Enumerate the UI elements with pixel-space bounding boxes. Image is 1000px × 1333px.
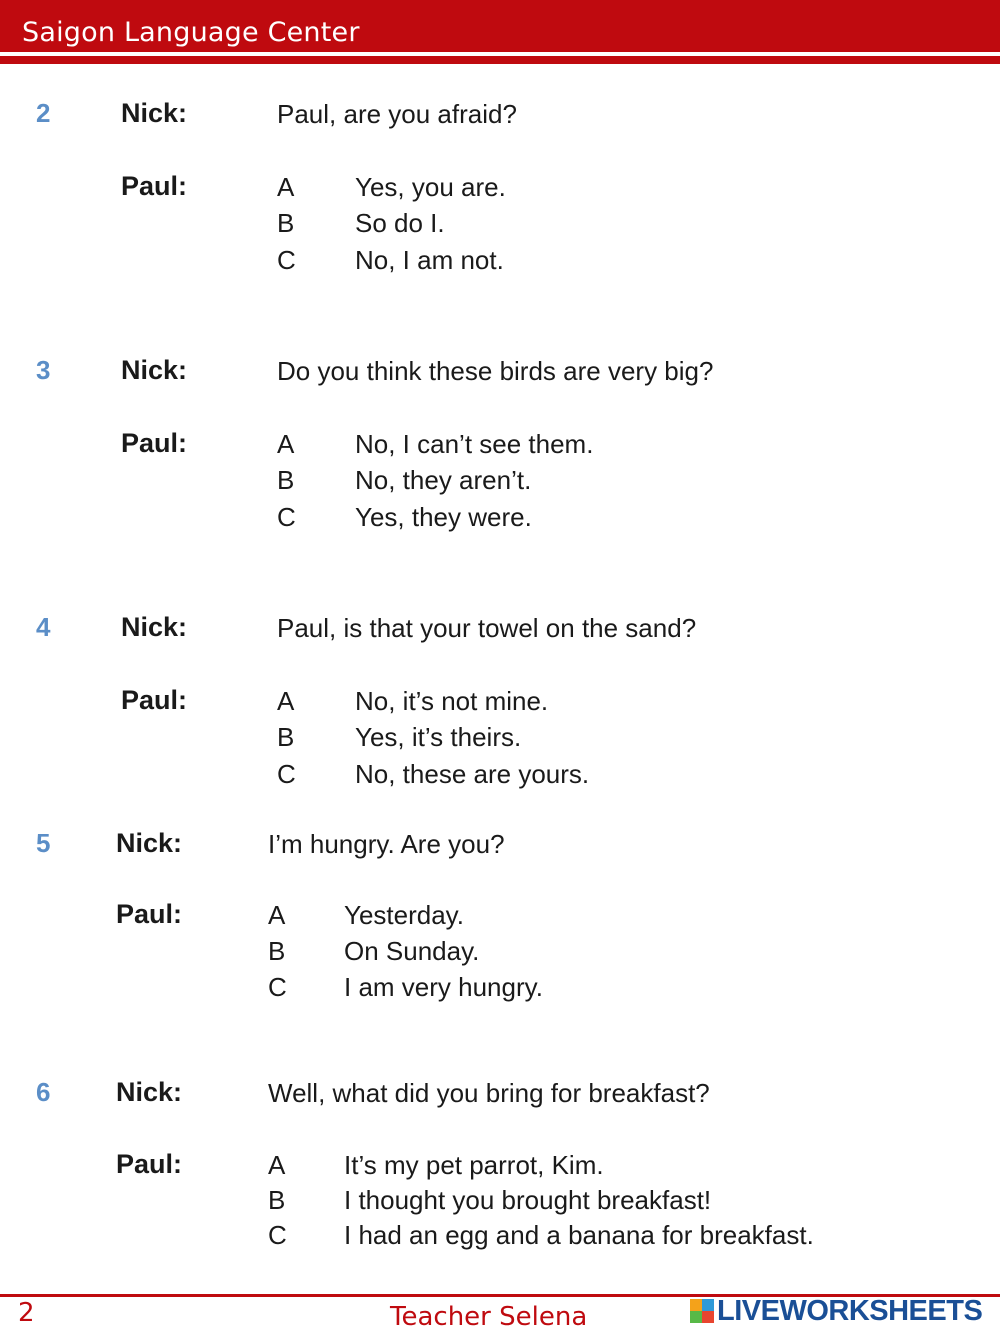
option-text: I had an egg and a banana for breakfast. (344, 1220, 814, 1250)
nick-label: Nick: (121, 612, 188, 642)
paul-label: Paul: (121, 685, 188, 715)
option-text: Yes, you are. (355, 172, 506, 202)
footer-teacher-name: Teacher Selena (390, 1302, 588, 1332)
nick-line: Paul, is that your towel on the sand? (277, 613, 697, 643)
paul-label: Paul: (121, 428, 188, 458)
liveworksheets-logo-icon (690, 1299, 714, 1323)
nick-line: Paul, are you afraid? (277, 99, 517, 129)
question-number: 4 (36, 612, 51, 642)
option-letter: C (268, 1220, 287, 1250)
option-text: No, I am not. (355, 245, 504, 275)
option-text: No, it’s not mine. (355, 686, 549, 716)
option-text: No, they aren’t. (355, 465, 532, 495)
nick-label: Nick: (121, 355, 188, 385)
option-letter: C (277, 245, 296, 275)
header-bar (0, 0, 1000, 52)
logo-text: LIVEWORKSHEETS (717, 1294, 983, 1327)
option-text: So do I. (355, 208, 445, 238)
paul-label: Paul: (121, 171, 188, 201)
option-text: On Sunday. (344, 936, 480, 966)
option-text: Yesterday. (344, 900, 464, 930)
nick-line: I’m hungry. Are you? (268, 829, 505, 859)
option-letter: A (268, 900, 286, 930)
nick-label: Nick: (121, 98, 188, 128)
option-letter: A (277, 172, 295, 202)
header-divider (0, 56, 1000, 64)
question-number: 6 (36, 1077, 51, 1107)
option-letter: A (268, 1150, 286, 1180)
question-number: 3 (36, 355, 51, 385)
option-letter: A (277, 686, 295, 716)
option-text: Yes, it’s theirs. (355, 722, 522, 752)
option-text: I am very hungry. (344, 972, 543, 1002)
option-letter: C (268, 972, 287, 1002)
option-letter: C (277, 502, 296, 532)
header-title: Saigon Language Center (22, 17, 360, 48)
option-letter: C (277, 759, 296, 789)
paul-label: Paul: (116, 899, 183, 929)
option-text: It’s my pet parrot, Kim. (344, 1150, 604, 1180)
option-text: No, these are yours. (355, 759, 590, 789)
option-text: I thought you brought breakfast! (344, 1185, 712, 1215)
nick-line: Do you think these birds are very big? (277, 356, 714, 386)
liveworksheets-logo[interactable] (690, 1296, 982, 1326)
option-letter: B (277, 722, 295, 752)
option-text: Yes, they were. (355, 502, 532, 532)
option-letter: B (277, 208, 295, 238)
option-letter: B (268, 1185, 286, 1215)
question-number: 2 (36, 98, 51, 128)
option-text: No, I can’t see them. (355, 429, 594, 459)
paul-label: Paul: (116, 1149, 183, 1179)
nick-line: Well, what did you bring for breakfast? (268, 1078, 710, 1108)
question-number: 5 (36, 828, 51, 858)
nick-label: Nick: (116, 828, 183, 858)
option-letter: B (277, 465, 295, 495)
nick-label: Nick: (116, 1077, 183, 1107)
page-number: 2 (18, 1298, 35, 1328)
option-letter: A (277, 429, 295, 459)
option-letter: B (268, 936, 286, 966)
